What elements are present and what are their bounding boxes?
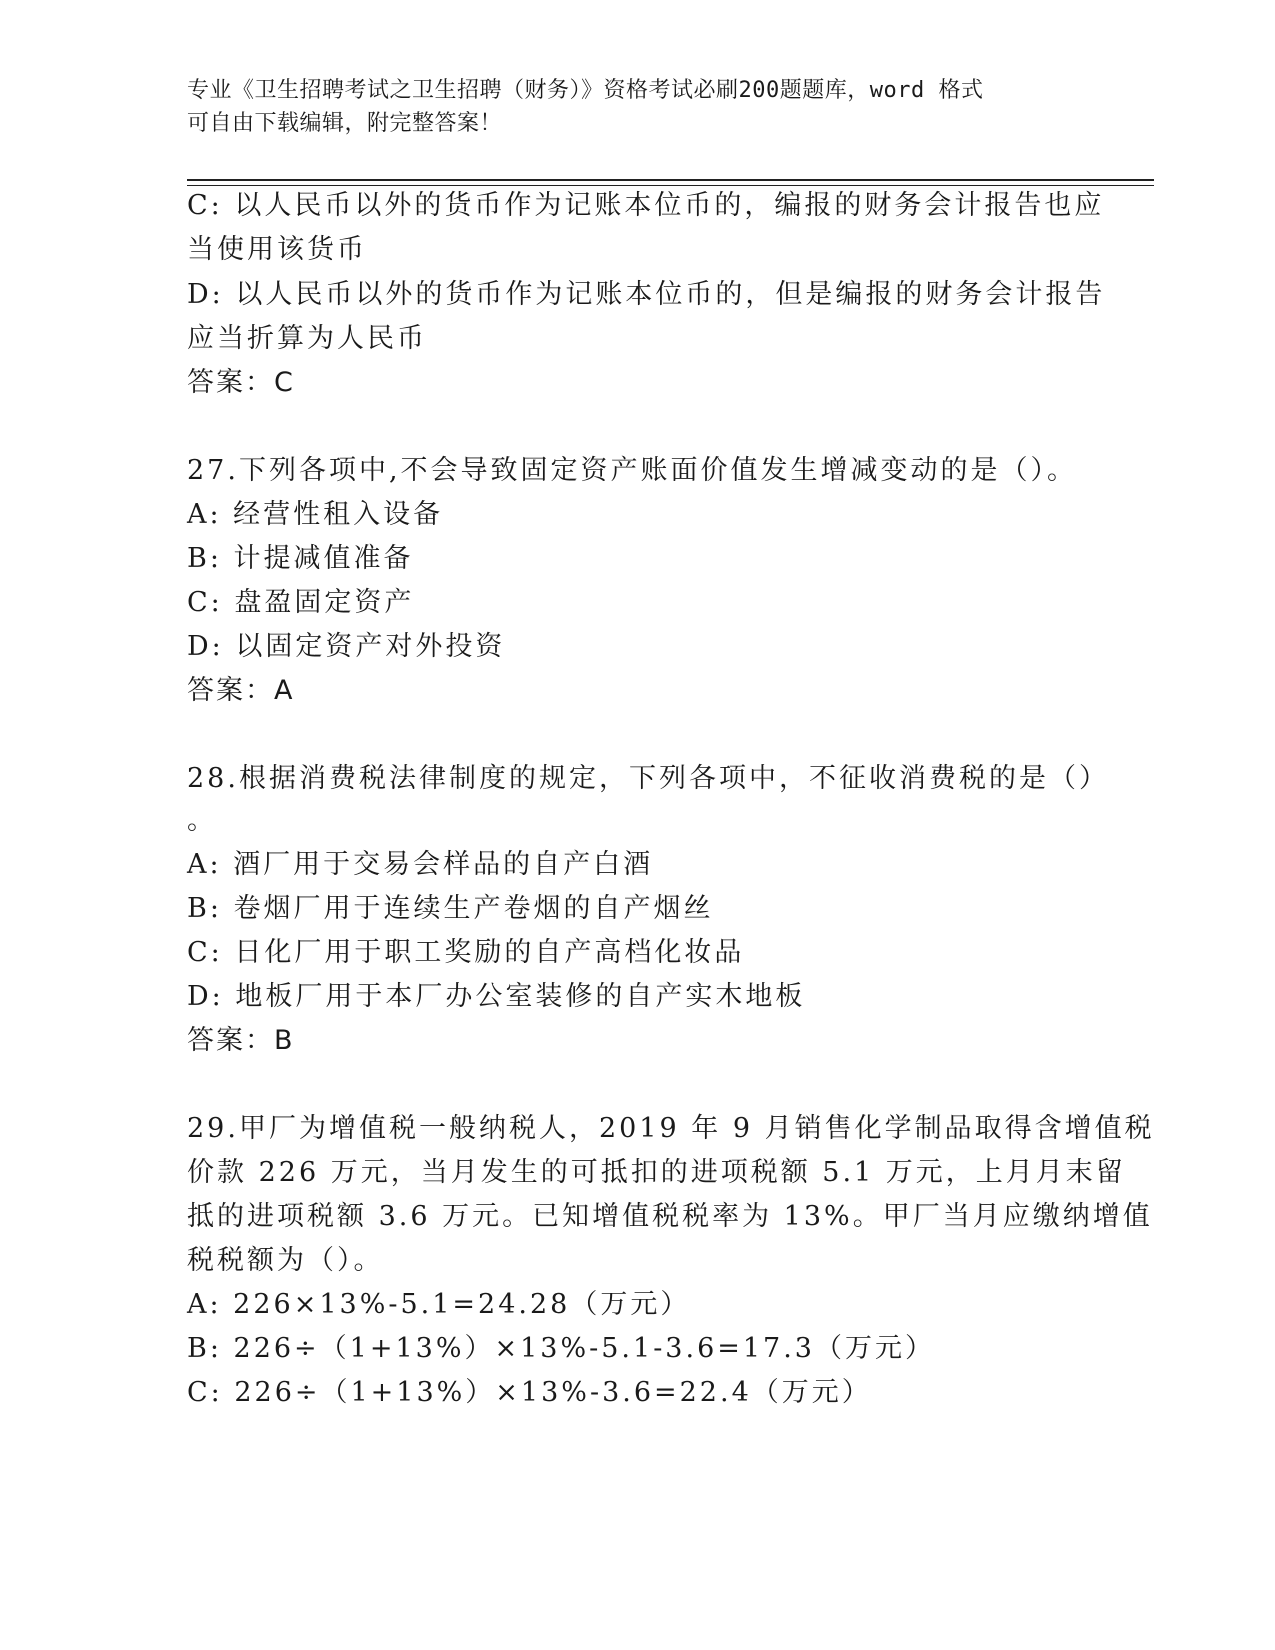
q27-option-a: A: 经营性租入设备 bbox=[187, 499, 444, 530]
q28-stem-line-2: 。 bbox=[187, 805, 217, 836]
header-title-line-1: 专业《卫生招聘考试之卫生招聘（财务）》资格考试必刷200题题库，word 格式 bbox=[187, 78, 984, 103]
q26-option-d-line-2: 应当折算为人民币 bbox=[187, 323, 427, 354]
q27-option-d: D: 以固定资产对外投资 bbox=[187, 631, 506, 662]
q29-option-b: B: 226÷（1+13%）×13%-5.1-3.6=17.3（万元） bbox=[187, 1333, 935, 1364]
q29-stem-line-2: 价款 226 万元，当月发生的可抵扣的进项税额 5.1 万元，上月月末留 bbox=[187, 1157, 1126, 1188]
document-header bbox=[187, 74, 1087, 140]
q27-stem: 27.下列各项中,不会导致固定资产账面价值发生增减变动的是（）。 bbox=[187, 455, 1078, 486]
q28-stem-line-1: 28.根据消费税法律制度的规定，下列各项中，不征收消费税的是（） bbox=[187, 763, 1109, 794]
q29-option-a: A: 226×13%-5.1=24.28（万元） bbox=[187, 1289, 691, 1320]
q27-answer: 答案：A bbox=[187, 675, 295, 706]
header-divider-thin bbox=[187, 185, 1154, 186]
q27-option-c: C: 盘盈固定资产 bbox=[187, 587, 415, 618]
q26-answer: 答案：C bbox=[187, 367, 295, 398]
q28-answer: 答案：B bbox=[187, 1025, 295, 1056]
q26-option-c-line-1: C: 以人民币以外的货币作为记账本位币的，编报的财务会计报告也应 bbox=[187, 190, 1105, 221]
q29-stem-line-4: 税税额为（）。 bbox=[187, 1245, 384, 1276]
q28-option-c: C: 日化厂用于职工奖励的自产高档化妆品 bbox=[187, 937, 745, 968]
q29-option-c: C: 226÷（1+13%）×13%-3.6=22.4（万元） bbox=[187, 1377, 872, 1408]
q26-option-d-line-1: D: 以人民币以外的货币作为记账本位币的，但是编报的财务会计报告 bbox=[187, 279, 1106, 310]
q26-option-c-line-2: 当使用该货币 bbox=[187, 234, 367, 265]
q29-stem-line-1: 29.甲厂为增值税一般纳税人，2019 年 9 月销售化学制品取得含增值税 bbox=[187, 1113, 1155, 1144]
q28-option-d: D: 地板厂用于本厂办公室装修的自产实木地板 bbox=[187, 981, 806, 1012]
q28-option-a: A: 酒厂用于交易会样品的自产白酒 bbox=[187, 849, 654, 880]
header-title-line-2: 可自由下载编辑，附完整答案！ bbox=[187, 111, 503, 136]
q29-stem-line-3: 抵的进项税额 3.6 万元。已知增值税税率为 13%。甲厂当月应缴纳增值 bbox=[187, 1201, 1153, 1232]
q28-option-b: B: 卷烟厂用于连续生产卷烟的自产烟丝 bbox=[187, 893, 714, 924]
q27-option-b: B: 计提减值准备 bbox=[187, 543, 414, 574]
header-divider-thick bbox=[187, 179, 1154, 181]
